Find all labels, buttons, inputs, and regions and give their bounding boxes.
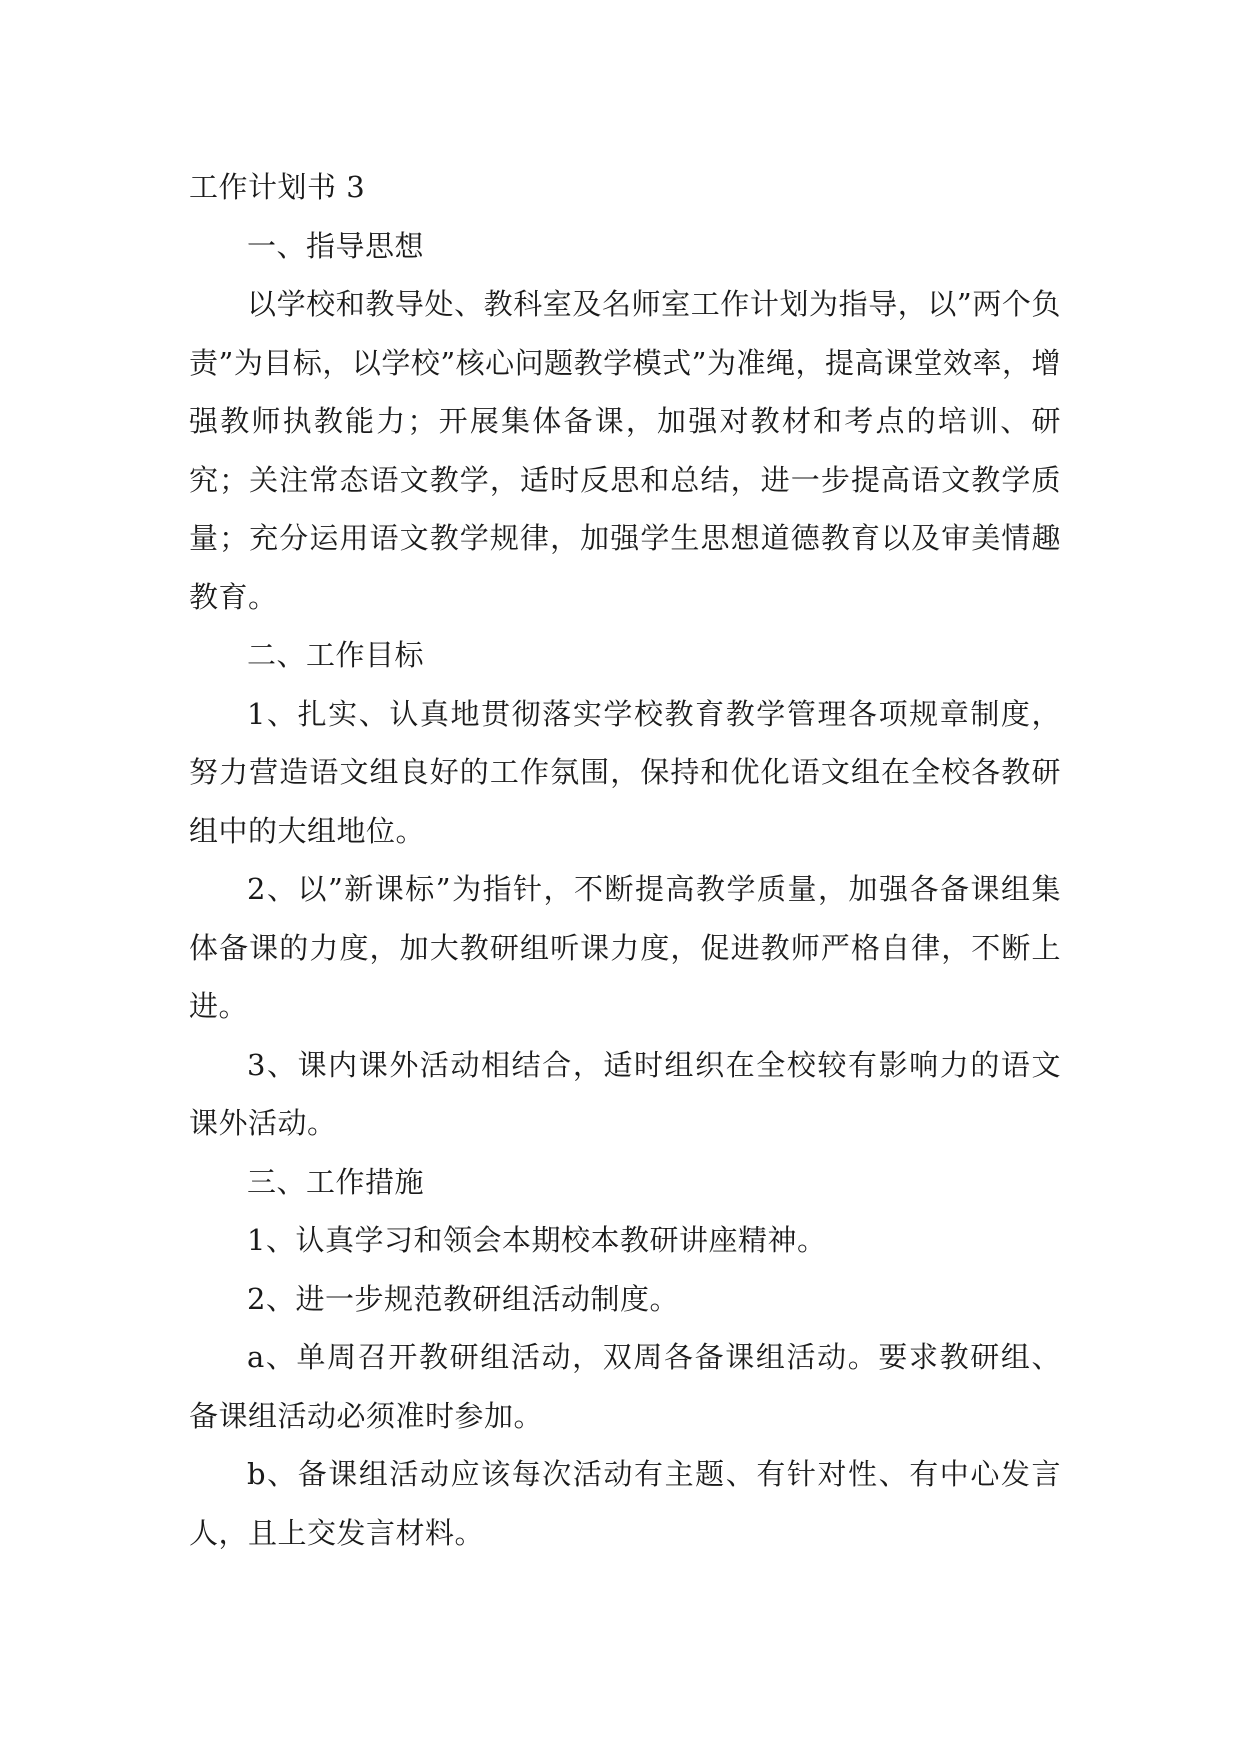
paragraph-measure-1: 1、认真学习和领会本期校本教研讲座精神。 (247, 1223, 827, 1257)
document-body (189, 158, 1061, 1562)
paragraph-goal-1: 1、扎实、认真地贯彻落实学校教育教学管理各项规章制度，努力营造语文组良好的工作氛围，保持和优化语文组在全校各教研组中的大组地位。 (189, 696, 1061, 848)
paragraph-measure-2b: b、备课组活动应该每次活动有主题、有针对性、有中心发言人，且上交发言材料。 (189, 1457, 1061, 1550)
paragraph-guiding-ideology: 以学校和教导处、教科室及名师室工作计划为指导，以”两个负责”为目标，以学校”核心问题教学模式”为准绳，提高课堂效率，增强教师执教能力；开展集体备课，加强对教材和考点的培训、研究；关注常态语文教学，适时反思和总结，进一步提高语文教学质量；充分运用语文教学规律，加强学生思想道德教育以及审美情趣教育。 (189, 287, 1061, 614)
section-heading-work-measures: 三、工作措施 (247, 1164, 425, 1199)
paragraph-measure-2a: a、单周召开教研组活动，双周各备课组活动。要求教研组、备课组活动必须准时参加。 (189, 1340, 1061, 1433)
document-title: 工作计划书 3 (189, 170, 366, 204)
paragraph-goal-3: 3、课内课外活动相结合，适时组织在全校较有影响力的语文课外活动。 (189, 1047, 1061, 1140)
section-heading-guiding-ideology: 一、指导思想 (247, 228, 425, 263)
section-heading-work-goals: 二、工作目标 (247, 638, 425, 672)
paragraph-measure-2: 2、进一步规范教研组活动制度。 (247, 1281, 679, 1316)
paragraph-goal-2: 2、以”新课标”为指针，不断提高教学质量，加强各备课组集体备课的力度，加大教研组听课力度，促进教师严格自律，不断上进。 (189, 872, 1061, 1023)
